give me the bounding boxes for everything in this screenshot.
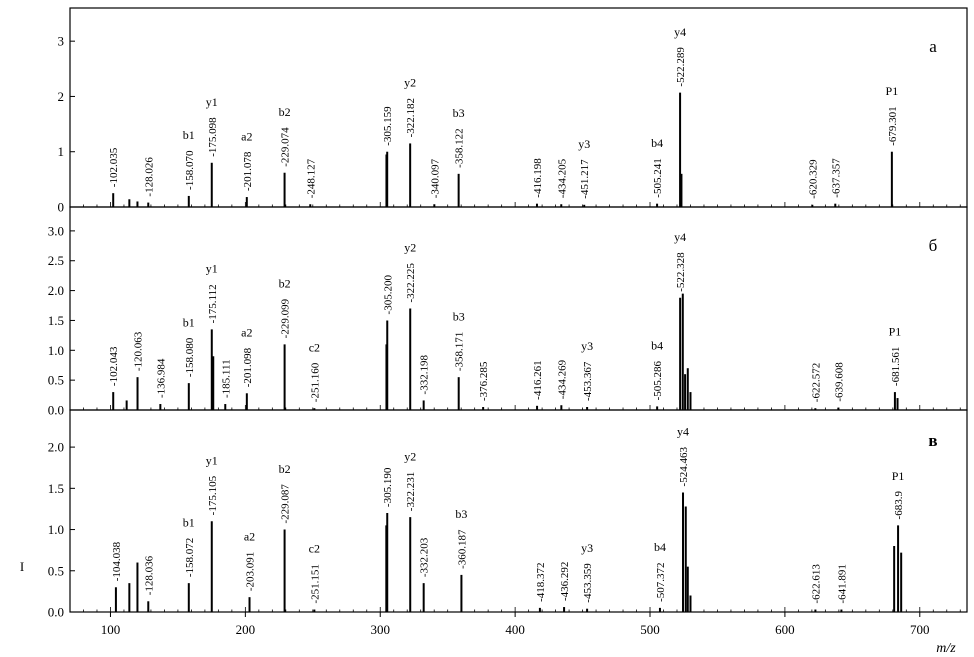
peak-mz-label: -453.359	[582, 563, 595, 603]
peak-mz-label: -681.561	[889, 346, 902, 387]
fragment-ion-label: c2	[308, 541, 321, 556]
fragment-ion-label: a2	[243, 529, 256, 544]
fragment-ion-label: a2	[241, 129, 253, 144]
fragment-ion-label: y1	[205, 453, 218, 468]
x-tick-label: 600	[775, 622, 795, 637]
peak-mz-label: -376.285	[478, 361, 491, 402]
peak-mz-label: -637.357	[830, 158, 843, 198]
fragment-ion-label: y1	[205, 94, 218, 109]
peak-mz-label: -436.292	[559, 561, 572, 602]
peak-mz-label: -158.072	[183, 537, 196, 578]
panel-letter: б	[928, 236, 938, 255]
y-axis-label: I	[19, 559, 25, 574]
peak-mz-label: -622.613	[810, 564, 823, 604]
y-tick-label: 2.5	[47, 253, 64, 269]
fragment-ion-label: y4	[674, 229, 687, 244]
peak-mz-label: -128.026	[143, 157, 156, 197]
y-tick-label: 1	[57, 144, 64, 160]
x-tick-label: 200	[235, 622, 256, 637]
y-tick-label: 2.0	[47, 283, 64, 299]
fragment-ion-label: y2	[404, 449, 417, 464]
y-tick-label: 0.5	[47, 372, 64, 388]
fragment-ion-label: a2	[241, 325, 253, 340]
peak-mz-label: -128.036	[143, 555, 156, 596]
fragment-ion-label: b1	[182, 315, 195, 330]
peak-mz-label: -102.043	[108, 346, 121, 387]
peak-mz-label: -175.112	[206, 284, 219, 324]
peak-mz-label: -332.203	[418, 537, 431, 578]
peak-mz-label: -340.097	[429, 158, 442, 199]
peak-mz-label: -622.572	[810, 362, 823, 403]
y-tick-label: 0.5	[47, 563, 64, 579]
fragment-ion-label: b3	[452, 106, 465, 121]
y-tick-label: 2	[57, 88, 64, 104]
peak-mz-label: -322.231	[405, 471, 418, 512]
y-tick-label: 3.0	[47, 223, 64, 239]
peak-mz-label: -158.080	[183, 337, 196, 378]
fragment-ion-label: y3	[578, 136, 591, 151]
fragment-ion-label: b3	[452, 309, 465, 324]
y-tick-label: 2.0	[47, 439, 64, 455]
peak-mz-label: -358.122	[453, 128, 466, 168]
peak-mz-label: -305.200	[382, 275, 395, 315]
peak-mz-label: -507.372	[654, 562, 667, 602]
fragment-ion-label: y1	[205, 261, 218, 276]
y-tick-label: 0.0	[47, 604, 64, 620]
peak-mz-label: -683.9	[893, 491, 906, 520]
spectrum-panels	[20, 8, 967, 620]
fragment-ion-label: b4	[651, 135, 664, 150]
fragment-ion-label: P1	[891, 468, 905, 483]
fragment-ion-label: b2	[278, 276, 291, 291]
fragment-ion-label: c2	[308, 340, 321, 355]
peak-mz-label: -201.098	[241, 347, 254, 388]
peak-mz-label: -229.099	[279, 298, 292, 339]
x-tick-label: 400	[505, 622, 525, 637]
peak-mz-label: -360.187	[456, 529, 469, 569]
peak-mz-label: -102.035	[108, 147, 121, 188]
x-axis	[70, 202, 960, 637]
panel-frame	[70, 410, 967, 612]
peak-mz-label: -505.241	[652, 158, 665, 198]
peak-mz-label: -418.372	[534, 562, 547, 602]
peak-mz-label: -434.269	[556, 359, 569, 400]
y-tick-label: 0	[57, 199, 64, 215]
fragment-ion-label: b1	[182, 515, 195, 530]
peak-mz-label: -175.105	[206, 475, 219, 516]
fragment-ion-label: P1	[888, 324, 902, 339]
y-tick-label: 3	[57, 33, 64, 49]
spectrum-panel	[20, 410, 967, 620]
fragment-ion-label: y3	[581, 540, 594, 555]
peak-mz-label: -505.286	[652, 360, 665, 401]
peak-mz-label: -104.038	[110, 541, 123, 582]
peak-mz-label: -248.127	[305, 158, 318, 199]
y-tick-label: 0.0	[47, 402, 64, 418]
fragment-ion-label: b3	[455, 507, 468, 522]
peak-mz-label: -416.198	[531, 158, 544, 198]
peak-mz-label: -332.198	[418, 355, 431, 395]
x-axis-label: m/z	[936, 641, 956, 656]
peak-mz-label: -305.159	[382, 106, 395, 146]
peak-mz-label: -416.261	[532, 360, 545, 400]
peak-mz-label: -251.160	[309, 362, 322, 403]
x-tick-label: 500	[640, 622, 660, 637]
peak-mz-label: -229.087	[279, 484, 292, 524]
peak-mz-label: -451.217	[579, 159, 592, 199]
peak-mz-label: -358.171	[453, 331, 466, 372]
y-tick-label: 1.0	[47, 342, 64, 358]
panel-letter: a	[929, 37, 937, 56]
peak-mz-label: -434.205	[556, 158, 569, 199]
peak-mz-label: -120.063	[132, 331, 145, 372]
peak-mz-label: -524.463	[678, 447, 691, 487]
peak-mz-label: -305.190	[382, 467, 395, 508]
fragment-ion-label: y2	[404, 75, 417, 90]
y-tick-label: 1.0	[47, 522, 64, 538]
fragment-ion-label: y4	[677, 424, 690, 439]
peak-mz-label: -203.091	[244, 551, 257, 592]
fragment-ion-label: b4	[651, 338, 664, 353]
peak-mz-label: -522.289	[675, 47, 688, 87]
fragment-ion-label: y2	[404, 240, 417, 255]
peak-mz-label: -620.329	[807, 159, 820, 199]
fragment-ion-label: b2	[278, 104, 291, 119]
peak-mz-label: -201.078	[241, 151, 254, 192]
fragment-ion-label: b2	[278, 461, 291, 476]
spectrum-panel	[58, 8, 968, 215]
peak-mz-label: -136.984	[155, 358, 168, 399]
peak-mz-label: -522.328	[675, 252, 688, 292]
peak-mz-label: -185.111	[220, 359, 233, 399]
x-tick-label: 100	[100, 622, 121, 637]
peak-mz-label: -251.151	[309, 564, 322, 604]
y-tick-label: 1.5	[47, 312, 64, 328]
peak-mz-label: -639.608	[833, 362, 846, 402]
fragment-ion-label: y4	[674, 24, 687, 39]
peak-mz-label: -229.074	[279, 127, 292, 167]
peak-mz-label: -322.225	[405, 263, 418, 303]
peak-mz-label: -322.182	[405, 98, 418, 138]
x-tick-label: 300	[370, 622, 390, 637]
fragment-ion-label: b1	[182, 128, 195, 143]
y-tick-label: 1.5	[47, 480, 64, 496]
x-tick-label: 700	[910, 622, 930, 637]
fragment-ion-label: b4	[653, 540, 666, 555]
fragment-ion-label: P1	[885, 83, 899, 98]
peak-mz-label: -679.301	[886, 106, 899, 146]
peak-mz-label: -158.070	[183, 150, 196, 190]
panel-letter: в	[928, 431, 938, 450]
fragment-ion-label: y3	[581, 339, 594, 354]
peak-mz-label: -453.367	[582, 361, 595, 402]
spectrum-panel	[48, 207, 967, 418]
peak-mz-label: -175.098	[206, 117, 219, 157]
peak-mz-label: -641.891	[836, 564, 849, 604]
